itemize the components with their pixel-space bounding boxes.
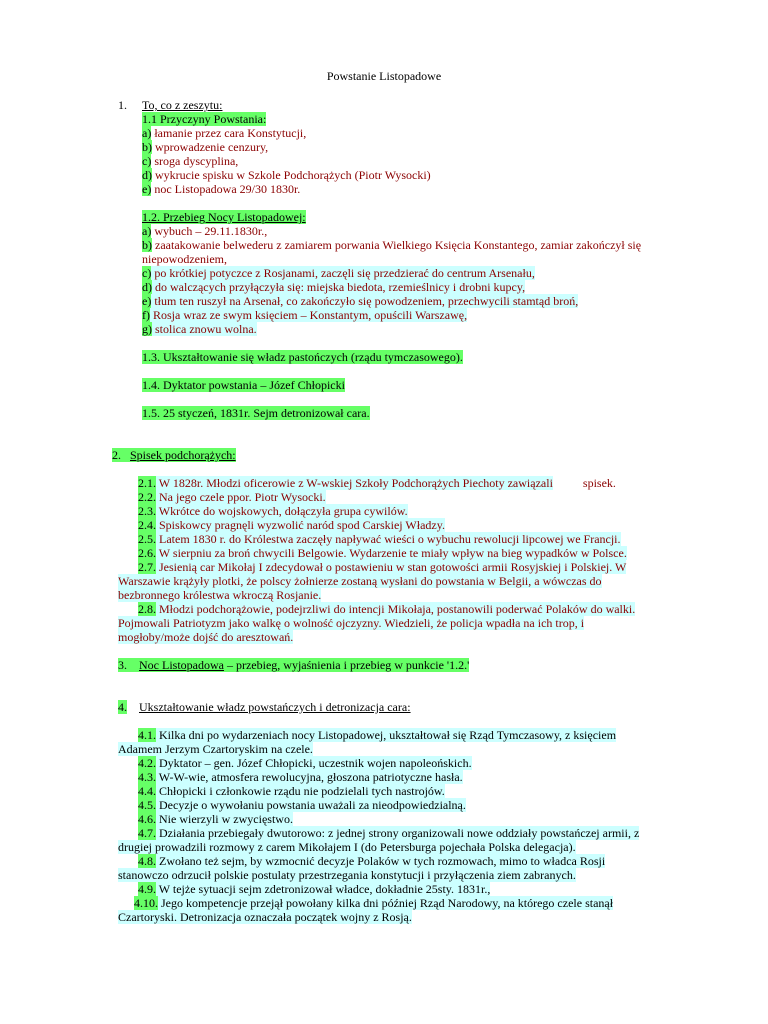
- section-2-heading-row: [112, 448, 236, 462]
- list-item: e) noc Listopadowa 29/30 1830r.: [142, 182, 301, 196]
- list-item: d) do walczących przyłączyła się: miejska biedota, rzemieślnicy i drobni kupcy,: [142, 280, 526, 294]
- section-4-heading-row: [118, 700, 411, 714]
- list-item: 4.5. Decyzje o wywołaniu powstania uważali za nieodpowiedzialną.: [138, 798, 466, 812]
- list-item: 4.6. Nie wierzyli w zwycięstwo.: [138, 812, 293, 826]
- list-item: a) wybuch – 29.11.1830r.,: [142, 224, 268, 238]
- list-item: 2.2. Na jego czele ppor. Piotr Wysocki.: [138, 490, 326, 504]
- list-item: 2.4. Spiskowcy pragnęli wyzwolić naród spod Carskiej Władzy.: [138, 518, 445, 532]
- list-item: 4.7. Działania przebiegały dwutorowo: z jednej strony organizowali nowe oddziały powstańczej armii, z: [138, 826, 640, 840]
- list-item: 4.10. Jego kompetencje przejął powołany kilka dni później Rząd Narodowy, na którego czele stanął: [134, 896, 614, 910]
- list-item-continuation: bezbronnego królestwa wkroczą Rosjanie.: [118, 588, 322, 602]
- list-item: 4.3. W-W-wie, atmosfera rewolucyjna, głoszona patriotyczne hasła.: [138, 770, 463, 784]
- list-item-continuation: Czartoryski. Detronizacja oznaczała początek wojny z Rosją.: [118, 910, 412, 924]
- list-item: e) tłum ten ruszył na Arsenał, co zakończyło się powodzeniem, przechwycili stamtąd broń,: [142, 294, 579, 308]
- list-item-continuation: Pojmowali Patriotyzm jako walkę o wolność ojczyzny. Wiedzieli, że policja wpadła na ich trop, i: [118, 616, 585, 630]
- list-item: 2.3. Wkrótce do wojskowych, dołączyła grupa cywilów.: [138, 504, 408, 518]
- list-item: 4.1. Kilka dni po wydarzeniach nocy Listopadowej, ukształtował się Rząd Tymczasowy, z księciem: [138, 728, 617, 742]
- list-item: 4.2. Dyktator – gen. Józef Chłopicki, uczestnik wojen napoleońskich.: [138, 756, 472, 770]
- list-item-continuation: drugiej prowadzili rozmowy z carem Mikołajem I (do Petersburga pojechała Polska delegacja).: [118, 840, 576, 854]
- section-1-3-heading: 1.3. Ukształtowanie się władz pastończych (rządu tymczasowego).: [142, 350, 463, 364]
- list-item: 2.6. W sierpniu za broń chwycili Belgowie. Wydarzenie te miały wpływ na bieg wypadków w Polsce.: [138, 546, 627, 560]
- section-2-number: 2.: [112, 448, 121, 462]
- section-2-heading: Spisek podchorążych:: [130, 448, 236, 462]
- list-item: g) stolica znowu wolna.: [142, 322, 257, 336]
- section-3-row: 3. Noc Listopadowa – przebieg, wyjaśnienia i przebieg w punkcie '1.2.': [118, 658, 470, 672]
- section-3-number: 3.: [118, 658, 127, 672]
- list-item-continuation: mogłoby/może dojść do aresztowań.: [118, 630, 294, 644]
- section-1-heading: To, co z zeszytu:: [142, 98, 223, 112]
- list-item-continuation: Adamem Jerzym Czartoryskim na czele.: [118, 742, 313, 756]
- document-title: Powstanie Listopadowe: [326, 69, 442, 83]
- section-3-heading: Noc Listopadowa: [139, 658, 224, 672]
- list-item-continuation: Warszawie krążyły plotki, że polscy żołnierze zostaną wysłani do powstania w Belgii, a wówczas do: [118, 574, 602, 588]
- list-item: b) zaatakowanie belwederu z zamiarem porwania Wielkiego Księcia Konstantego, zamiar zakończył się: [142, 238, 642, 252]
- list-item: c) po krótkiej potyczce z Rosjanami, zaczęli się przedzierać do centrum Arsenału,: [142, 266, 535, 280]
- section-4-heading: Ukształtowanie władz powstańczych i detronizacja cara:: [139, 700, 411, 714]
- list-item: b) wprowadzenie cenzury,: [142, 140, 269, 154]
- list-item: 2.8. Młodzi podchorążowie, podejrzliwi do intencji Mikołaja, postanowili poderwać Polaków do walki.: [138, 602, 636, 616]
- list-item: a) łamanie przez cara Konstytucji,: [142, 126, 307, 140]
- section-1-1-heading: 1.1 Przyczyny Powstania:: [142, 112, 267, 126]
- list-item: f) Rosja wraz ze swym księciem – Konstantym, opuścili Warszawę,: [142, 308, 468, 322]
- list-item-continuation: stanowczo odrzucił polskie postulaty przestrzegania konstytucji i przyłączenia ziem zabranych.: [118, 868, 576, 882]
- list-item-continuation: niepowodzeniem,: [142, 252, 227, 266]
- section-4-number: 4.: [118, 700, 127, 714]
- list-item: d) wykrucie spisku w Szkole Podchorążych (Piotr Wysocki): [142, 168, 431, 182]
- list-item: 4.4. Chłopicki i członkowie rządu nie podzielali tych nastrojów.: [138, 784, 445, 798]
- list-item: 2.7. Jesienią car Mikołaj I zdecydował o postawieniu w stan gotowości armii Rosyjskiej i Polskiej. W: [138, 560, 627, 574]
- section-1-4-heading: 1.4. Dyktator powstania – Józef Chłopicki: [142, 378, 345, 392]
- list-item: 2.1. W 1828r. Młodzi oficerowie z W-wskiej Szkoły Podchorążych Piechoty zawiązali spisek.: [138, 476, 616, 490]
- list-item: 2.5. Latem 1830 r. do Królestwa zaczęły napływać wieści o wybuchu rewolucji lipcowej we Francji.: [138, 532, 621, 546]
- section-1-5-heading: 1.5. 25 styczeń, 1831r. Sejm detronizował cara.: [142, 406, 370, 420]
- list-item: 4.9. W tejże sytuacji sejm zdetronizował władce, dokładnie 25sty. 1831r.,: [138, 882, 491, 896]
- section-1-2-heading: 1.2. Przebieg Nocy Listopadowej:: [142, 210, 306, 224]
- list-item: c) sroga dyscyplina,: [142, 154, 239, 168]
- list-item: 4.8. Zwołano też sejm, by wzmocnić decyzje Polaków w tych rozmowach, mimo to władca Rosji: [138, 854, 606, 868]
- section-1-number: 1.: [118, 98, 127, 112]
